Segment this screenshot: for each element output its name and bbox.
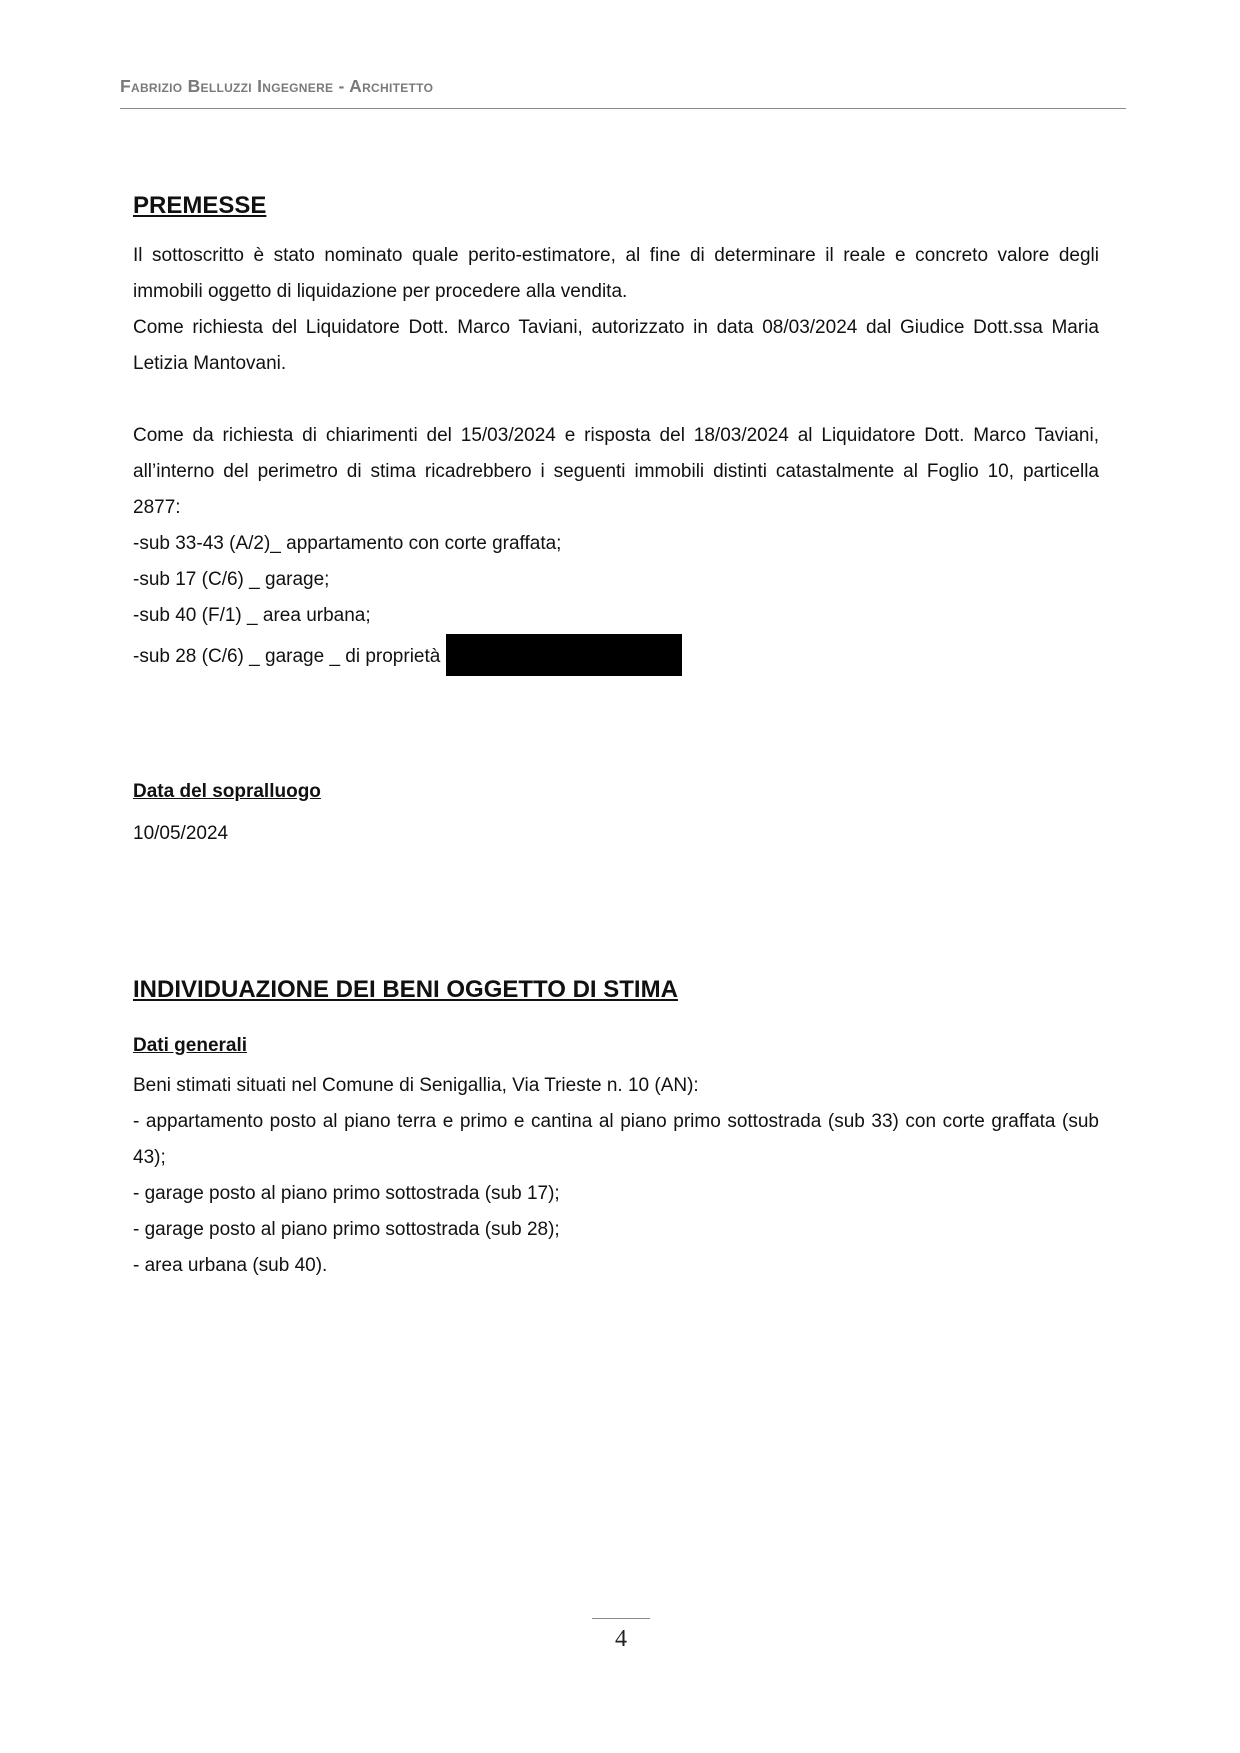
- list-item: - garage posto al piano primo sottostrada (sub 28);: [133, 1219, 560, 1240]
- sopralluogo-date: 10/05/2024: [133, 823, 229, 844]
- list-item: - garage posto al piano primo sottostrada (sub 17);: [133, 1183, 560, 1204]
- document-body: [133, 186, 1099, 1284]
- list-item: -sub 40 (F/1) _ area urbana;: [133, 605, 371, 626]
- redaction-box: [446, 634, 682, 676]
- premesse-paragraph-2: Come richiesta del Liquidatore Dott. Marco Taviani, autorizzato in data 08/03/2024 dal Giudice Dott.ssa Maria Letizia Mantovani.: [133, 317, 1099, 374]
- premesse-paragraph-3: Come da richiesta di chiarimenti del 15/03/2024 e risposta del 18/03/2024 al Liquidatore Dott. Marco Taviani, all’interno del perimetro di stima ricadrebbero i seguenti immobili distinti catastalmente al Foglio 10, particella 2877:: [133, 425, 1099, 518]
- section-title-premesse: PREMESSE: [133, 192, 267, 219]
- individuazione-intro: Beni stimati situati nel Comune di Senigallia, Via Trieste n. 10 (AN):: [133, 1075, 699, 1096]
- page-number: 4: [615, 1626, 627, 1652]
- list-item-text: -sub 28 (C/6) _ garage _ di proprietà: [133, 646, 441, 667]
- page-header: [120, 74, 1126, 109]
- subsection-title-dati-generali: Dati generali: [133, 1035, 248, 1056]
- premesse-paragraph-1: Il sottoscritto è stato nominato quale perito-estimatore, al fine di determinare il reale e concreto valore degli immobili oggetto di liquidazione per procedere alla vendita.: [133, 245, 1099, 302]
- list-item: -sub 33-43 (A/2)_ appartamento con corte graffata;: [133, 533, 562, 554]
- list-item: - area urbana (sub 40).: [133, 1255, 328, 1276]
- list-item: - appartamento posto al piano terra e primo e cantina al piano primo sottostrada (sub 33) con corte graffata (sub 43);: [133, 1111, 1099, 1168]
- page-footer: [592, 1618, 650, 1659]
- sopralluogo-label: Data del sopralluogo: [133, 781, 321, 802]
- header-title: Fabrizio Belluzzi Ingegnere - Architetto: [120, 76, 434, 96]
- list-item-redacted-owner: [133, 634, 1099, 676]
- list-item: -sub 17 (C/6) _ garage;: [133, 569, 330, 590]
- section-title-individuazione: INDIVIDUAZIONE DEI BENI OGGETTO DI STIMA: [133, 976, 678, 1003]
